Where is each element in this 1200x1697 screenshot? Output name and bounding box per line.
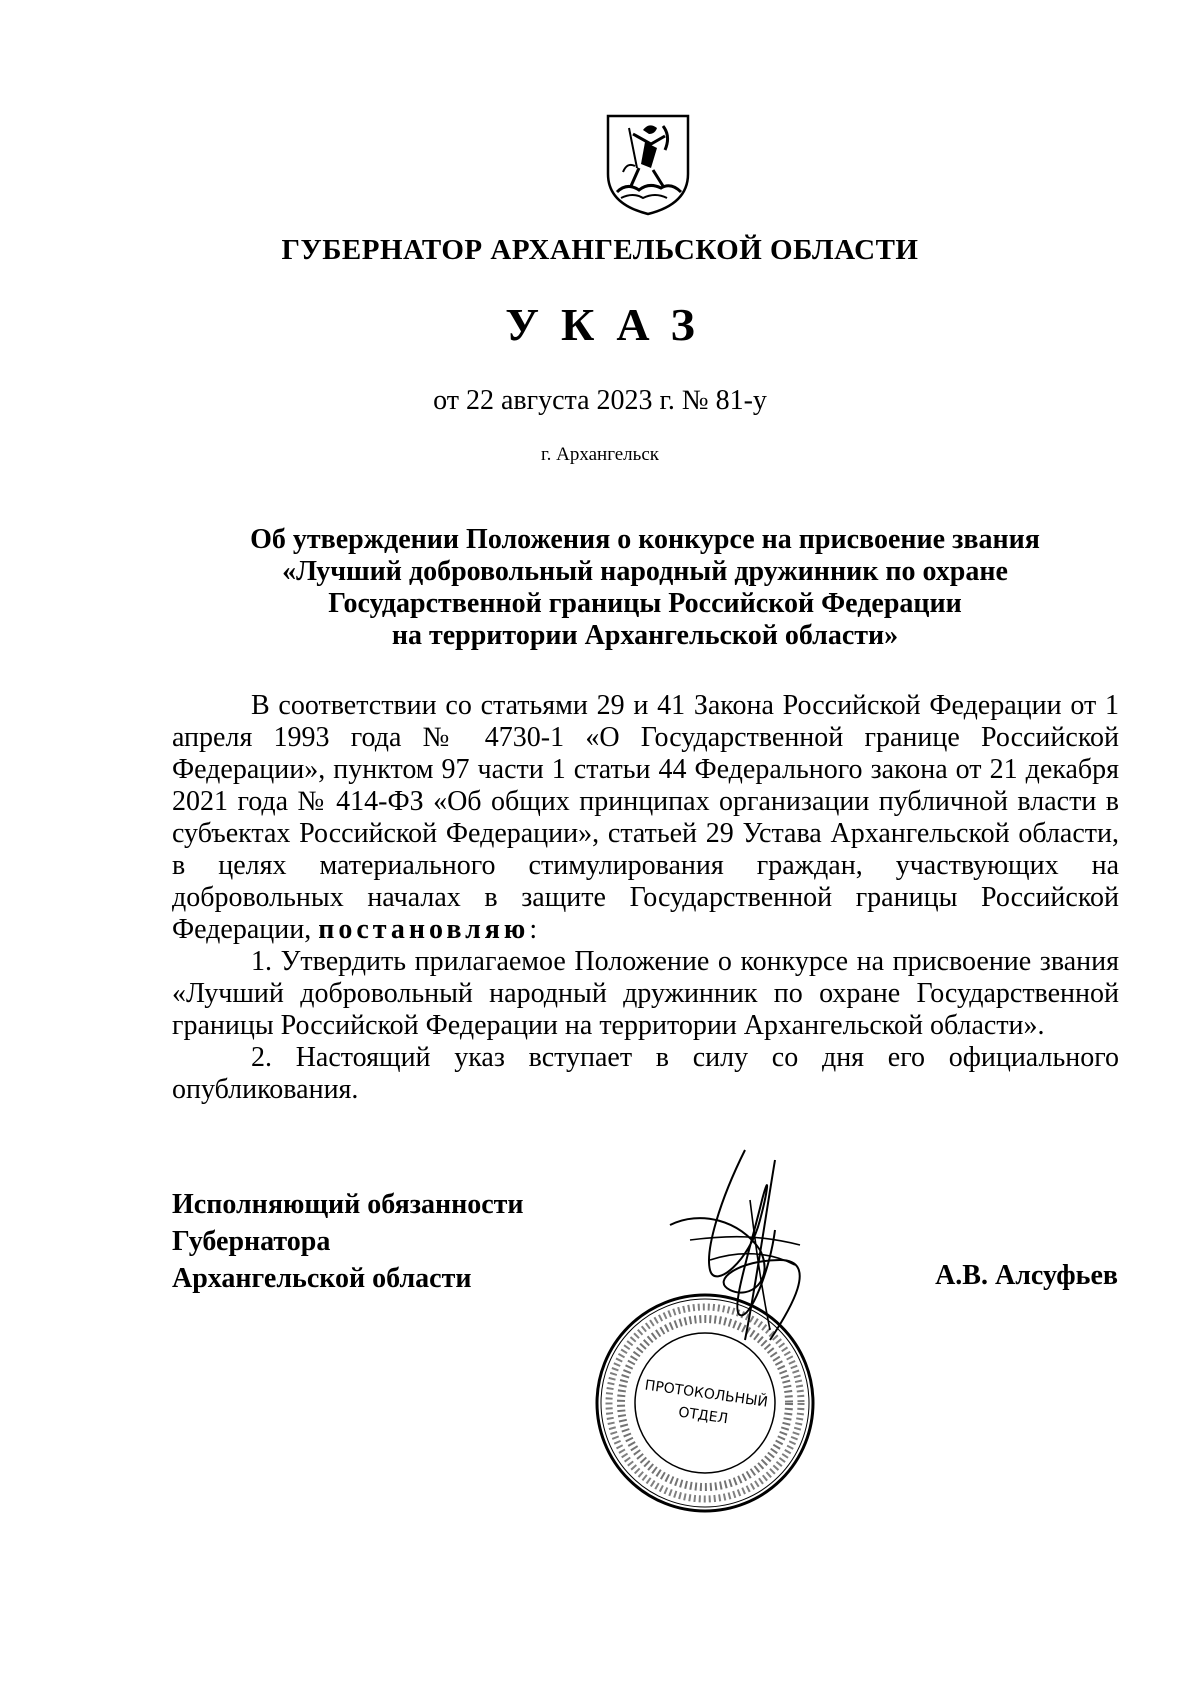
- position-line: Архангельской области: [172, 1263, 472, 1294]
- signatory-position: [172, 1186, 524, 1297]
- issuing-authority: ГУБЕРНАТОР АРХАНГЕЛЬСКОЙ ОБЛАСТИ: [281, 234, 919, 266]
- document-body: [172, 690, 1119, 1106]
- title-line: «Лучший добровольный народный дружинник по охране: [282, 556, 1008, 587]
- decree-word: постановляю: [318, 914, 530, 945]
- document-city: г. Архангельск: [540, 444, 659, 465]
- position-line: Исполняющий обязанности: [172, 1189, 524, 1220]
- preamble-text: В соответствии со статьями 29 и 41 Закона Российской Федерации от 1 апреля 1993 года № 4730-1 «О Государственной границе Российской Федерации», пунктом 97 части 1 статьи 44 Федерального закона от 21 декабря 2021 года № 414-ФЗ «Об общих принципах организации публичной власти в субъектах Российской Федерации», статьей 29 Устава Архангельской области, в целях материального стимулирования граждан, участвующих на добровольных началах в защите Государственной границы Российской Федерации,: [172, 690, 1119, 945]
- item-2-paragraph: 2. Настоящий указ вступает в силу со дня его официального опубликования.: [172, 1042, 1119, 1105]
- title-line: на территории Архангельской области»: [391, 620, 899, 651]
- decree-colon: :: [529, 914, 538, 945]
- title-line: Об утверждении Положения о конкурсе на присвоение звания: [250, 524, 1040, 555]
- position-line: Губернатора: [172, 1226, 331, 1257]
- item-1-paragraph: 1. Утвердить прилагаемое Положение о конкурсе на присвоение звания «Лучший добровольный народный дружинник по охране Государственной границы Российской Федерации на территории Архангельской области».: [172, 946, 1119, 1041]
- document-type: УКАЗ: [505, 299, 717, 350]
- document-date-number: от 22 августа 2023 г. № 81-у: [433, 385, 767, 416]
- signatory-name: А.В. Алсуфьев: [935, 1260, 1118, 1291]
- stamp-center-line1: ПРОТОКОЛЬНЫЙ: [643, 1377, 769, 1411]
- title-line: Государственной границы Российской Федерации: [328, 588, 962, 619]
- coat-of-arms-emblem: [603, 112, 693, 217]
- stamp-center-line2: ОТДЕЛ: [677, 1404, 730, 1428]
- preamble-paragraph: [172, 690, 1119, 946]
- handwritten-signature: [650, 1140, 890, 1400]
- document-title: [170, 524, 1120, 652]
